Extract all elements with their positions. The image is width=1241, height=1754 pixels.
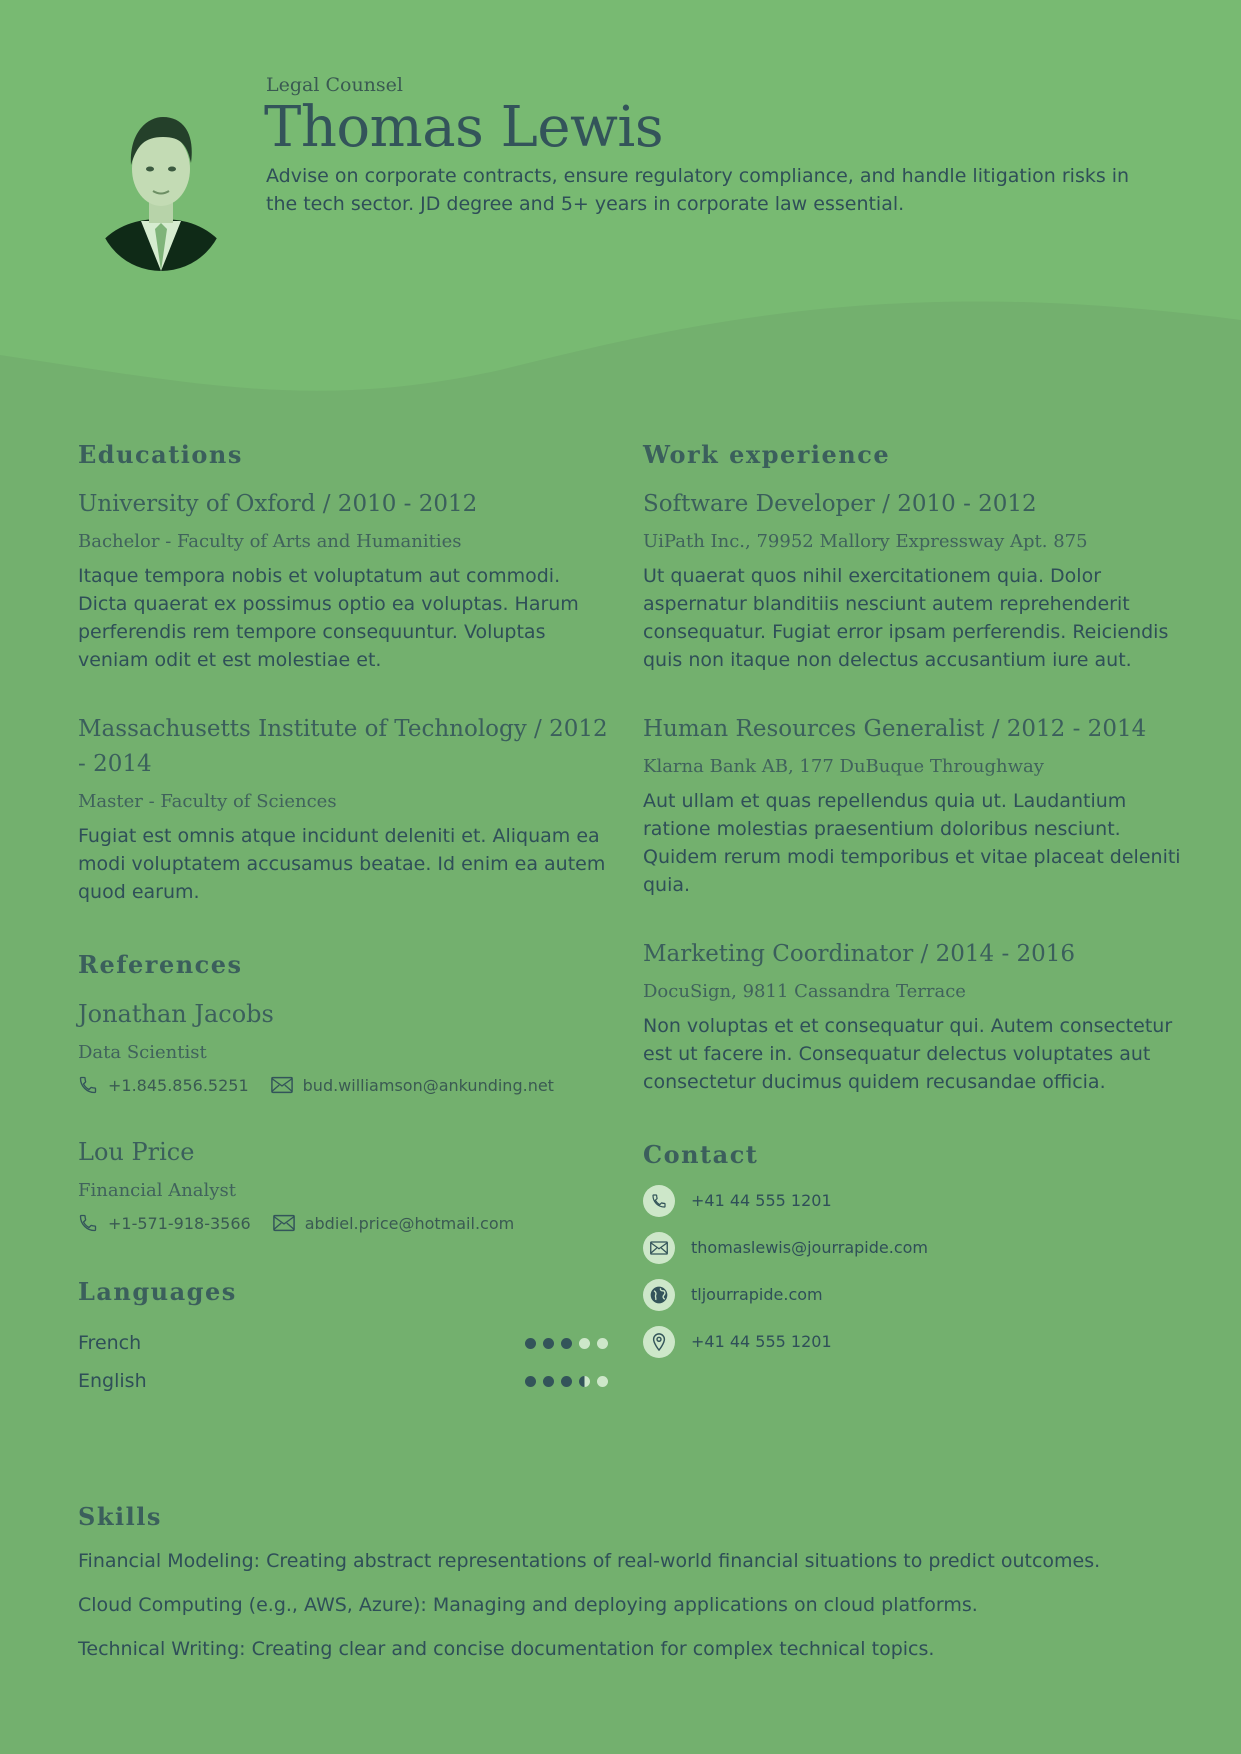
work-title: Software Developer / 2010 - 2012 <box>643 491 1037 517</box>
globe-icon <box>643 1279 675 1311</box>
work-item <box>643 712 1183 899</box>
job-role: Legal Counsel <box>266 74 403 96</box>
work-subtitle: UiPath Inc., 79952 Mallory Expressway Apt. 875 <box>643 531 1088 552</box>
education-title: Massachusetts Institute of Technology / 2012 - 2014 <box>78 716 608 777</box>
education-subtitle: Bachelor - Faculty of Arts and Humanities <box>78 531 462 552</box>
language-level-dot <box>561 1376 572 1387</box>
language-level-dot <box>579 1376 590 1387</box>
reference-phone-text: +1-571-918-3566 <box>108 1213 251 1233</box>
skill-item: Technical Writing: Creating clear and concise documentation for complex technical topics. <box>78 1638 935 1660</box>
language-level-dot <box>561 1338 572 1349</box>
contact-phone-text: +41 44 555 1201 <box>691 1191 832 1210</box>
location-pin-icon <box>643 1326 675 1358</box>
work-item <box>643 487 1183 674</box>
reference-email[interactable] <box>273 1214 515 1233</box>
reference-email-text: abdiel.price@hotmail.com <box>304 1213 515 1233</box>
skill-item: Financial Modeling: Creating abstract representations of real-world financial situations to predict outcomes. <box>78 1550 1101 1572</box>
language-level-dot <box>597 1338 608 1349</box>
education-description: Fugiat est omnis atque incidunt deleniti et. Aliquam ea modi voluptatem accusamus beatae. Id enim ea autem quod earum. <box>78 825 606 903</box>
contact-address[interactable] <box>643 1318 1183 1365</box>
reference-contacts <box>78 1213 608 1233</box>
profile-summary: Advise on corporate contracts, ensure regulatory compliance, and handle litigation risks in the tech sector. JD degree and 5+ years in corporate law essential. <box>266 165 1130 215</box>
skills-heading: Skills <box>78 1502 162 1531</box>
email-icon <box>271 1076 293 1094</box>
contact-phone[interactable] <box>643 1177 1183 1224</box>
work-item <box>643 937 1183 1096</box>
profile-photo-icon <box>97 107 225 271</box>
contact-heading: Contact <box>643 1140 759 1169</box>
work-subtitle: Klarna Bank AB, 177 DuBuque Throughway <box>643 756 1044 777</box>
contact-website[interactable] <box>643 1271 1183 1318</box>
educations-heading: Educations <box>78 440 243 469</box>
reference-email[interactable] <box>271 1076 554 1095</box>
reference-item <box>78 997 608 1095</box>
reference-name: Lou Price <box>78 1138 195 1166</box>
reference-email-text: bud.williamson@ankunding.net <box>302 1075 554 1095</box>
contact-website-text: tljourrapide.com <box>691 1285 823 1304</box>
work-title: Human Resources Generalist / 2012 - 2014 <box>643 716 1147 742</box>
contact-address-text: +41 44 555 1201 <box>691 1332 832 1351</box>
reference-name: Jonathan Jacobs <box>78 1000 274 1028</box>
languages-heading: Languages <box>78 1277 237 1306</box>
phone-icon <box>78 1213 98 1233</box>
language-level-dots <box>525 1338 608 1349</box>
education-subtitle: Master - Faculty of Sciences <box>78 791 337 812</box>
work-title: Marketing Coordinator / 2014 - 2016 <box>643 941 1076 967</box>
skills-section <box>78 1502 1168 1679</box>
reference-contacts <box>78 1075 608 1095</box>
language-level-dot <box>525 1338 536 1349</box>
language-level-dot <box>579 1338 590 1349</box>
work-description: Non voluptas et et consequatur qui. Autem consectetur est ut facere in. Consequatur delectus voluptates aut consectetur ducimus quidem recusandae officia. <box>643 1015 1173 1093</box>
email-icon <box>273 1214 295 1232</box>
right-column <box>643 440 1183 1365</box>
contact-email-text: thomaslewis@jourrapide.com <box>691 1238 928 1257</box>
reference-role: Financial Analyst <box>78 1180 236 1201</box>
work-description: Ut quaerat quos nihil exercitationem quia. Dolor aspernatur blanditiis nesciunt autem reprehenderit consequatur. Fugiat error ipsam perferendis. Reiciendis quis non itaque non delectus accusantium iure aut. <box>643 565 1169 671</box>
language-level-dot <box>597 1376 608 1387</box>
language-name: French <box>78 1332 142 1354</box>
language-name: English <box>78 1370 147 1392</box>
language-item <box>78 1362 608 1400</box>
references-heading: References <box>78 950 243 979</box>
reference-phone-text: +1.845.856.5251 <box>108 1075 249 1095</box>
reference-role: Data Scientist <box>78 1042 207 1063</box>
education-title: University of Oxford / 2010 - 2012 <box>78 491 478 517</box>
skill-item: Cloud Computing (e.g., AWS, Azure): Managing and deploying applications on cloud platforms. <box>78 1594 978 1616</box>
education-description: Itaque tempora nobis et voluptatum aut commodi. Dicta quaerat ex possimus optio ea voluptas. Harum perferendis rem tempore consequuntur. Voluptas veniam odit et est molestiae et. <box>78 565 579 671</box>
left-column <box>78 440 608 1400</box>
reference-item <box>78 1135 608 1233</box>
education-item <box>78 712 608 906</box>
language-level-dot <box>525 1376 536 1387</box>
reference-phone[interactable] <box>78 1075 249 1095</box>
language-level-dots <box>525 1376 608 1387</box>
email-icon <box>643 1232 675 1264</box>
language-level-dot <box>543 1338 554 1349</box>
phone-icon <box>643 1185 675 1217</box>
contact-email[interactable] <box>643 1224 1183 1271</box>
education-item <box>78 487 608 674</box>
work-experience-heading: Work experience <box>643 440 891 469</box>
header-wave <box>0 280 1241 410</box>
phone-icon <box>78 1075 98 1095</box>
person-name: Thomas Lewis <box>264 95 664 160</box>
language-item <box>78 1324 608 1362</box>
work-subtitle: DocuSign, 9811 Cassandra Terrace <box>643 981 966 1002</box>
reference-phone[interactable] <box>78 1213 251 1233</box>
work-description: Aut ullam et quas repellendus quia ut. Laudantium ratione molestias praesentium doloribus nesciunt. Quidem rerum modi temporibus et vitae placeat deleniti quia. <box>643 790 1181 896</box>
language-level-dot <box>543 1376 554 1387</box>
avatar <box>97 107 225 271</box>
